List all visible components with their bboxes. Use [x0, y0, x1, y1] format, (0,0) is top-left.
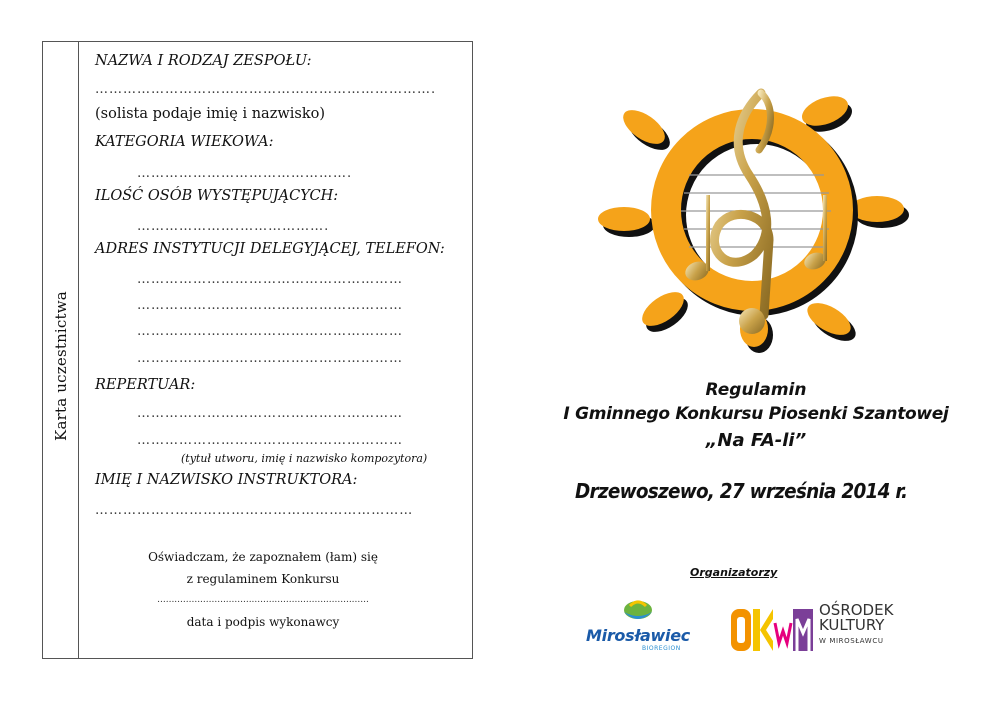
repertoire-heading: REPERTUAR: — [95, 377, 196, 393]
ship-wheel-icon — [589, 75, 929, 355]
people-heading: ILOŚĆ OSÓB WYSTĘPUJĄCYCH: — [95, 188, 339, 204]
repertoire-line-1[interactable]: ………………………………………………… — [137, 406, 403, 421]
address-line-4[interactable]: ………………………………………………… — [137, 351, 403, 366]
signature-label: data i podpis wykonawcy — [186, 615, 340, 629]
title-line-1: Regulamin — [705, 380, 807, 400]
miroslawiec-logo-text: Mirosławiec — [586, 626, 690, 645]
cover-page — [520, 0, 992, 702]
address-line-3[interactable]: ………………………………………………… — [137, 324, 403, 339]
declaration-line-2: z regulaminem Konkursu — [186, 572, 340, 586]
participant-card — [42, 41, 473, 659]
organizers-label: Organizatorzy — [690, 566, 778, 579]
treble-clef-wheel-logo — [589, 75, 929, 355]
miroslawiec-logo — [578, 598, 698, 658]
soloist-note: (solista podaje imię i nazwisko) — [95, 106, 325, 122]
ok-logo-line-3: W MIROSŁAWCU — [819, 637, 884, 645]
declaration-line-1: Oświadczam, że zapoznałem (łam) się — [148, 550, 378, 564]
event-date: Drzewoszewo, 27 września 2014 r. — [575, 479, 908, 503]
miroslawiec-logo-sub: BIOREGION — [642, 645, 681, 652]
repertoire-line-2[interactable]: ………………………………………………… — [137, 433, 403, 448]
address-line-2[interactable]: ………………………………………………… — [137, 298, 403, 313]
team-dots[interactable]: ………………………………………………………………. — [95, 82, 437, 97]
instructor-heading: IMIĘ I NAZWISKO INSTRUKTORA: — [95, 472, 358, 488]
title-line-3: „Na FA-li” — [705, 430, 807, 451]
category-heading: KATEGORIA WIEKOWA: — [95, 134, 274, 150]
ok-logo-line-1: OŚRODEK — [819, 601, 894, 619]
ok-logo-name — [819, 603, 893, 633]
card-side-strip — [43, 42, 79, 658]
title-line-2: I Gminnego Konkursu Piosenki Szantowej — [563, 404, 949, 424]
osrodek-kultury-logo — [731, 601, 931, 657]
signature-dots[interactable]: .......................................................................... — [157, 595, 369, 605]
card-side-label: Karta uczestnictwa — [52, 291, 70, 441]
okwm-mark-icon — [731, 603, 813, 655]
ok-logo-line-2: KULTURY — [819, 616, 885, 634]
team-heading: NAZWA I RODZAJ ZESPOŁU: — [95, 53, 312, 69]
address-line-1[interactable]: ………………………………………………… — [137, 272, 403, 287]
address-heading: ADRES INSTYTUCJI DELEGYJĄCEJ, TELEFON: — [95, 241, 445, 257]
repertoire-note: (tytuł utworu, imię i nazwisko kompozytora) — [181, 452, 428, 465]
category-dots[interactable]: ………………………………………. — [137, 166, 353, 181]
people-dots[interactable]: ………………….………………. — [137, 219, 330, 234]
instructor-dots[interactable]: ……………..…………………………………………… — [95, 503, 414, 518]
